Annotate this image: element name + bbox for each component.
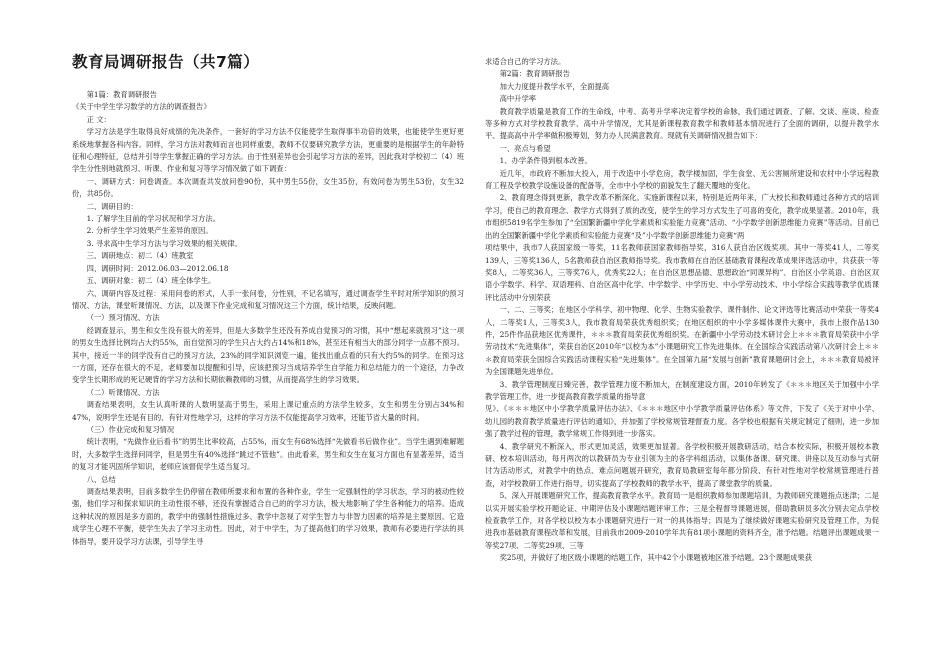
paragraph: 项结果中，我市7人获国家级一等奖，11名教师获国家教师指导奖，316人获自治区级奖项。其中一等奖41人，二等奖139人，三等奖136人，5名教师获自治区教师指导奖。我市教师在自治区基础教育课程改革成果评选活动中，共获获一等奖8人，二等奖36人，三等奖76人，优秀奖22人；在自治区思想品德、思想政治“同课异构”、自治区小学英语、自治区双语小学数学、科学、双语理科、自治区高中化学、中学数学、中学历史、中小学劳动技术、中小学综合实践等教学优质课评比活动中分别荣获 bbox=[485, 243, 879, 302]
paragraph: 求适合自己的学习方法。 bbox=[485, 57, 566, 66]
paragraph: 一、亮点与希望 bbox=[499, 143, 551, 153]
paragraph: 统计表明，“先做作业后看书”的男生比率较高，占55%，而女生有68%选择“先做看书后做作业”。当学生遇到难解题时，大多数学生选择问同学，但是男生有40%选择“跳过不管他”。由此看来，男生和女生在复习方面也有显著差异，适当的复习才能巩固所学知识，老师应该督促学生适当复习。 bbox=[72, 437, 464, 472]
paragraph: （二）听课情况、方法 bbox=[86, 387, 160, 397]
paragraph: 四、调研时间：2012.06.03—2012.06.18 bbox=[86, 263, 229, 273]
paragraph: （三）作业完成和复习情况 bbox=[86, 424, 175, 434]
paragraph: 2. 分析学生学习效果产生差异的原因。 bbox=[86, 226, 213, 236]
report-title: 加大力度提升教学水平，全面提高 bbox=[499, 81, 610, 91]
paragraph: 1、办学条件得到根本改善。 bbox=[499, 156, 592, 166]
paragraph: 经调查显示，男生和女生没有很大的差异，但是大多数学生还没有养成自觉预习的习惯，其中“想起来就预习”这一项的男女生选择比例均占大约55%，而自觉预习的学生只占大约占14%和18%，甚至还有相当大的部分同学一点都不预习。其中，接近一半的同学没有自己的预习方法，23%的同学知识浏览一遍，能找出重点看的只有大约5%的同学。在预习这一方面，还存在很大的不足，老师要加以提醒和引导，应该把预习当成培养学生自学能力和总结能力的一个途径，力争改变学生长期形成的死记硬背的学习方法和长期依赖教师的习惯，从而提高学生的学习效果。 bbox=[72, 325, 464, 385]
right-column bbox=[485, 56, 879, 565]
paragraph: 见》、《＊＊＊地区中小学教学质量评估办法》、《＊＊＊地区中小学教学质量评估体系》等文件，下发了《关于对中小学、幼儿园的教育教学质量进行评估的通知》，并加强了学校常规管理督查力度。各学校也根据有关规定制定了细则，进一步加强了教学过程的管理，教学常规工作得到进一步落实。 bbox=[485, 404, 879, 439]
paragraph: 六、调研内容及过程：采用问卷的形式，人手一张问卷，分性别，不记名填写，通过调查学生平时对所学知识的预习情况、方法，课堂听课情况、方法，以及课下作业完成和复习情况这三个方面，统计结果，反映问题。 bbox=[72, 288, 464, 310]
paragraph: 5、深入开展课题研究工作，提高教育教学水平。教育局一是组织教师参加课题培训，为教师研究课题指点迷津；二是以实开展实验学校开题论证、中期评估及小课题结题评审工作；三是全程督导课题进展，借助教研员多次分别去定点学校检查教学工作，对各学校以校为本小课题研究进行一对一的具体指导；四是为了继续做好课题实验研究及管理工作，为促进我市基础教育课程改革和发展，目前我市2009-2010学年共有81项小课题的资料齐全，准予结题。结题评出课题成果一等奖27项、二等奖29项、三等 bbox=[485, 491, 879, 550]
paragraph: 3、教学管理制度日臻完善，教学管理力度不断加大，在制度建设方面，2010年转发了《＊＊＊地区关于加强中小学教学管理工作，进一步提高教育教学质量的指导意 bbox=[485, 379, 879, 401]
paragraph: 学习方法是学生取得良好成绩的先决条件，一套好的学习方法不仅能使学生取得事半功倍的效果，也能使学生更好更系统地掌握各科内容。同样，学习方法对教师而言也同样重要，教师不仅要研究教学方法，更重要的是根据学生的年龄特征和心理特征，总结并引导学生掌握正确的学习方法。由于性别差异也会引起学习方法的差异，因此我对学校初二（4）班学生分性别地就预习、听课、作业和复习等学习情况做了如下调查： bbox=[72, 127, 464, 174]
paragraph: 三、调研地点：初二（4）班教室 bbox=[86, 251, 194, 261]
paragraph: 五、调研对象：初二（4）班全体学生。 bbox=[86, 276, 216, 286]
document-title: 教育局调研报告（共7篇） bbox=[72, 53, 260, 71]
report-title: 《关于中学生学习数学的方法的调查报告》 bbox=[72, 102, 211, 112]
paragraph: 八、总结 bbox=[86, 474, 116, 484]
paragraph: 一、二、三等奖；在地区小学科学、初中物理、化学、生物实验教学、课件制作、论文评选等比赛活动中荣获一等奖4人，二等奖1人，三等奖3人，我市教育局荣获优秀组织奖；在地区组织的中小学多媒体课件大赛中，我市上报作品130件，25件作品获地区优秀课件，＊＊＊教育局荣获优秀组织奖。在新疆中小学劳动技术研讨会上＊＊＊教育局荣获中小学劳动技术“先进集体”，荣获自治区2010年“以校为本”小课题研究工作先进集体。在全国综合实践活动第八次研讨会上＊＊＊教育局荣获全国综合实践活动课程实验“先进集体”。在全国第九届“发展与创新”教育课题研讨会上，＊＊＊教育局被评为全国课题先进单位。 bbox=[485, 305, 879, 377]
paragraph: 2、教育理念得到更新，教学改革不断深化。实施新课程以来，特别是近两年来，广大校长和教师通过各种方式的培训学习，使自己的教育理念、教学方式得到了质的改变，使学生的学习方式发生了可喜的变化，教学成果显著。2010年，我市组织5819名学生参加了“全国繁新疆中学化学素质和实验能力竞赛”活动、“小学数学创新思维能力竞赛”等活动。目前已出的全国繁新疆中学化学素质和实验能力竞赛“及”小学数学创新思维能力竞赛“两 bbox=[485, 193, 879, 240]
section-heading-1: 第1篇：教育调研报告 bbox=[86, 90, 157, 99]
paragraph: 4、教学研究不断深入，形式更加灵活，效果更加显著。各学校积极开展教研活动，结合本校实际，积极开展校本教研、校本培训活动，每月两次的以教研员为专业引领为主的各学科组活动，以集体备课、研究课、讲座以及互动参与式研讨为活动形式，对教学中的热点、难点问题展开研究，教育局教研室每年都分阶段、有针对性地对学校常规管理进行普查，对学校教研工作进行指导，切实提高了学校教师的教学水平，提高了课堂教学的质量。 bbox=[485, 441, 879, 488]
paragraph: 1. 了解学生目前的学习状况和学习方法。 bbox=[86, 214, 220, 224]
paragraph: 3. 寻求高中生学习方法与学习效果的相关规律。 bbox=[86, 238, 242, 248]
section-heading-2: 第2篇：教育调研报告 bbox=[499, 69, 570, 79]
paragraph: （一）预习情况、方法 bbox=[86, 313, 160, 323]
paragraph: 一、调研方式：问卷调查。本次调查共发放问卷90份，其中男生55份，女生35份，有效问卷为男生53份，女生32份，共85份。 bbox=[72, 176, 464, 199]
paragraph: 调查结果表明，目前多数学生仍停留在教师所要求和布置的各种作业，学生一定强制性的学习状态，学习的被动性较强，他们学习和探求知识的主动性很不够，还没有掌握适合自己的的学习方法，极大地影响了学生各种能力的培养。造成这种状况的原因是多方面的，教学中的强制性措施过多、教学中忽视了对学生智力与非智力因素的培养是主要原因。它造成学生心理不平衡，使学生失去了学习主动性。因此，对于中学生，为了提高他们的学习效果，教师有必要进行学法的具体指导，要开设学习方法课，引导学生寻 bbox=[72, 487, 464, 546]
paragraph: 调查结果表明，女生认真听课的人数明显高于男生，采用上课记重点的方法学生较多，女生和男生分别占34%和47%，说明学生还是有目的、有针对性地学习，这样的学习方法不仅能提高学习效率，还能节省大量的时间。 bbox=[72, 400, 464, 422]
paragraph: 奖25项，并做好了地区级小课题的结题工作，其中42个小课题被地区准予结题。23个课题成果获 bbox=[499, 553, 813, 563]
paragraph: 教育教学质量是教育工作的生命线，中考、高考升学率决定着学校的命脉，我们通过调查、了解、交谈、座谈、检查等多种方式对学校教育教学、高中升学情况，尤其是新课程教育教学和教师基本情况进行了全面的调研，以提升教学水平、提高高中升学率做积极筹划，努力办人民满意教育。现就有关调研情况报告如下： bbox=[485, 106, 879, 141]
paragraph: 二、调研目的： bbox=[86, 201, 138, 211]
report-title: 高中升学率 bbox=[499, 94, 537, 104]
paragraph: 近几年，市政府不断加大投入，用于改造中小学危房，教学楼加固，学生食堂、无公害厕所建设和农村中小学远程教育工程及学校教学设施设备的配备等，全市中小学校的面貌发生了翻天覆地的变化。 bbox=[485, 168, 879, 191]
paragraph: 正 文： bbox=[86, 114, 111, 124]
left-column bbox=[72, 89, 464, 548]
